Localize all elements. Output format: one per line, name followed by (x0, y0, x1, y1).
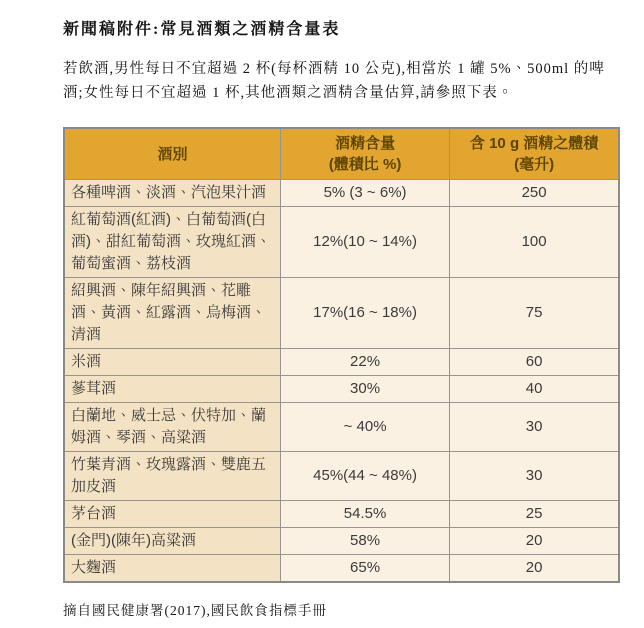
header-volume-sublabel: (毫升) (514, 156, 555, 173)
table-row (64, 403, 619, 452)
table-row (64, 349, 619, 376)
table-row (64, 207, 619, 278)
table-body (64, 180, 619, 583)
header-cell-volume (450, 128, 619, 180)
row-type-cell: 茅台酒 (64, 501, 280, 528)
table-row (64, 501, 619, 528)
page-title: 新聞稿附件:常見酒類之酒精含量表 (63, 21, 341, 38)
row-volume-cell: 60 (450, 349, 619, 376)
table-header (64, 128, 619, 180)
alcohol-content-table (63, 127, 620, 583)
row-type-cell: 紅葡萄酒(紅酒)、白葡萄酒(白酒)、甜紅葡萄酒、玫瑰紅酒、葡萄蜜酒、荔枝酒 (64, 207, 280, 278)
row-volume-cell: 30 (450, 403, 619, 452)
header-volume-label: 含 10 g 酒精之體積 (469, 135, 599, 152)
row-content-cell: 30% (280, 376, 449, 403)
row-type-cell: 竹葉青酒、玫瑰露酒、雙鹿五加皮酒 (64, 452, 280, 501)
row-content-cell: 12%(10 ~ 14%) (280, 207, 449, 278)
table-row (64, 278, 619, 349)
row-content-cell: 58% (280, 528, 449, 555)
row-volume-cell: 75 (450, 278, 619, 349)
row-type-cell: 紹興酒、陳年紹興酒、花雕酒、黃酒、紅露酒、烏梅酒、清酒 (64, 278, 280, 349)
row-content-cell: ~ 40% (280, 403, 449, 452)
row-volume-cell: 25 (450, 501, 619, 528)
row-content-cell: 5% (3 ~ 6%) (280, 180, 449, 207)
header-cell-type (64, 128, 280, 180)
header-content-sublabel: (體積比 %) (328, 156, 402, 173)
row-volume-cell: 20 (450, 528, 619, 555)
row-volume-cell: 40 (450, 376, 619, 403)
row-content-cell: 22% (280, 349, 449, 376)
row-content-cell: 65% (280, 555, 449, 583)
row-volume-cell: 30 (450, 452, 619, 501)
header-type-label: 酒別 (157, 145, 188, 163)
row-content-cell: 54.5% (280, 501, 449, 528)
row-type-cell: 大麴酒 (64, 555, 280, 583)
table-header-row (64, 128, 619, 180)
header-cell-content (280, 128, 449, 180)
table-row (64, 555, 619, 583)
row-volume-cell: 100 (450, 207, 619, 278)
table-row (64, 528, 619, 555)
table-row (64, 180, 619, 207)
row-content-cell: 17%(16 ~ 18%) (280, 278, 449, 349)
intro-paragraph: 若飲酒,男性每日不宜超過 2 杯(每杯酒精 10 公克),相當於 1 罐 5%、500ml 的啤酒;女性每日不宜超過 1 杯,其他酒類之酒精含量估算,請參照下表。 (63, 61, 605, 101)
header-content-label: 酒精含量 (335, 135, 396, 152)
row-volume-cell: 20 (450, 555, 619, 583)
table-row (64, 452, 619, 501)
row-type-cell: 米酒 (64, 349, 280, 376)
row-volume-cell: 250 (450, 180, 619, 207)
row-content-cell: 45%(44 ~ 48%) (280, 452, 449, 501)
row-type-cell: 各種啤酒、淡酒、汽泡果汁酒 (64, 180, 280, 207)
row-type-cell: 白蘭地、威士忌、伏特加、蘭姆酒、琴酒、高粱酒 (64, 403, 280, 452)
source-note: 摘自國民健康署(2017),國民飲食指標手冊 (63, 603, 327, 618)
table-row (64, 376, 619, 403)
row-type-cell: (金門)(陳年)高粱酒 (64, 528, 280, 555)
row-type-cell: 蔘茸酒 (64, 376, 280, 403)
